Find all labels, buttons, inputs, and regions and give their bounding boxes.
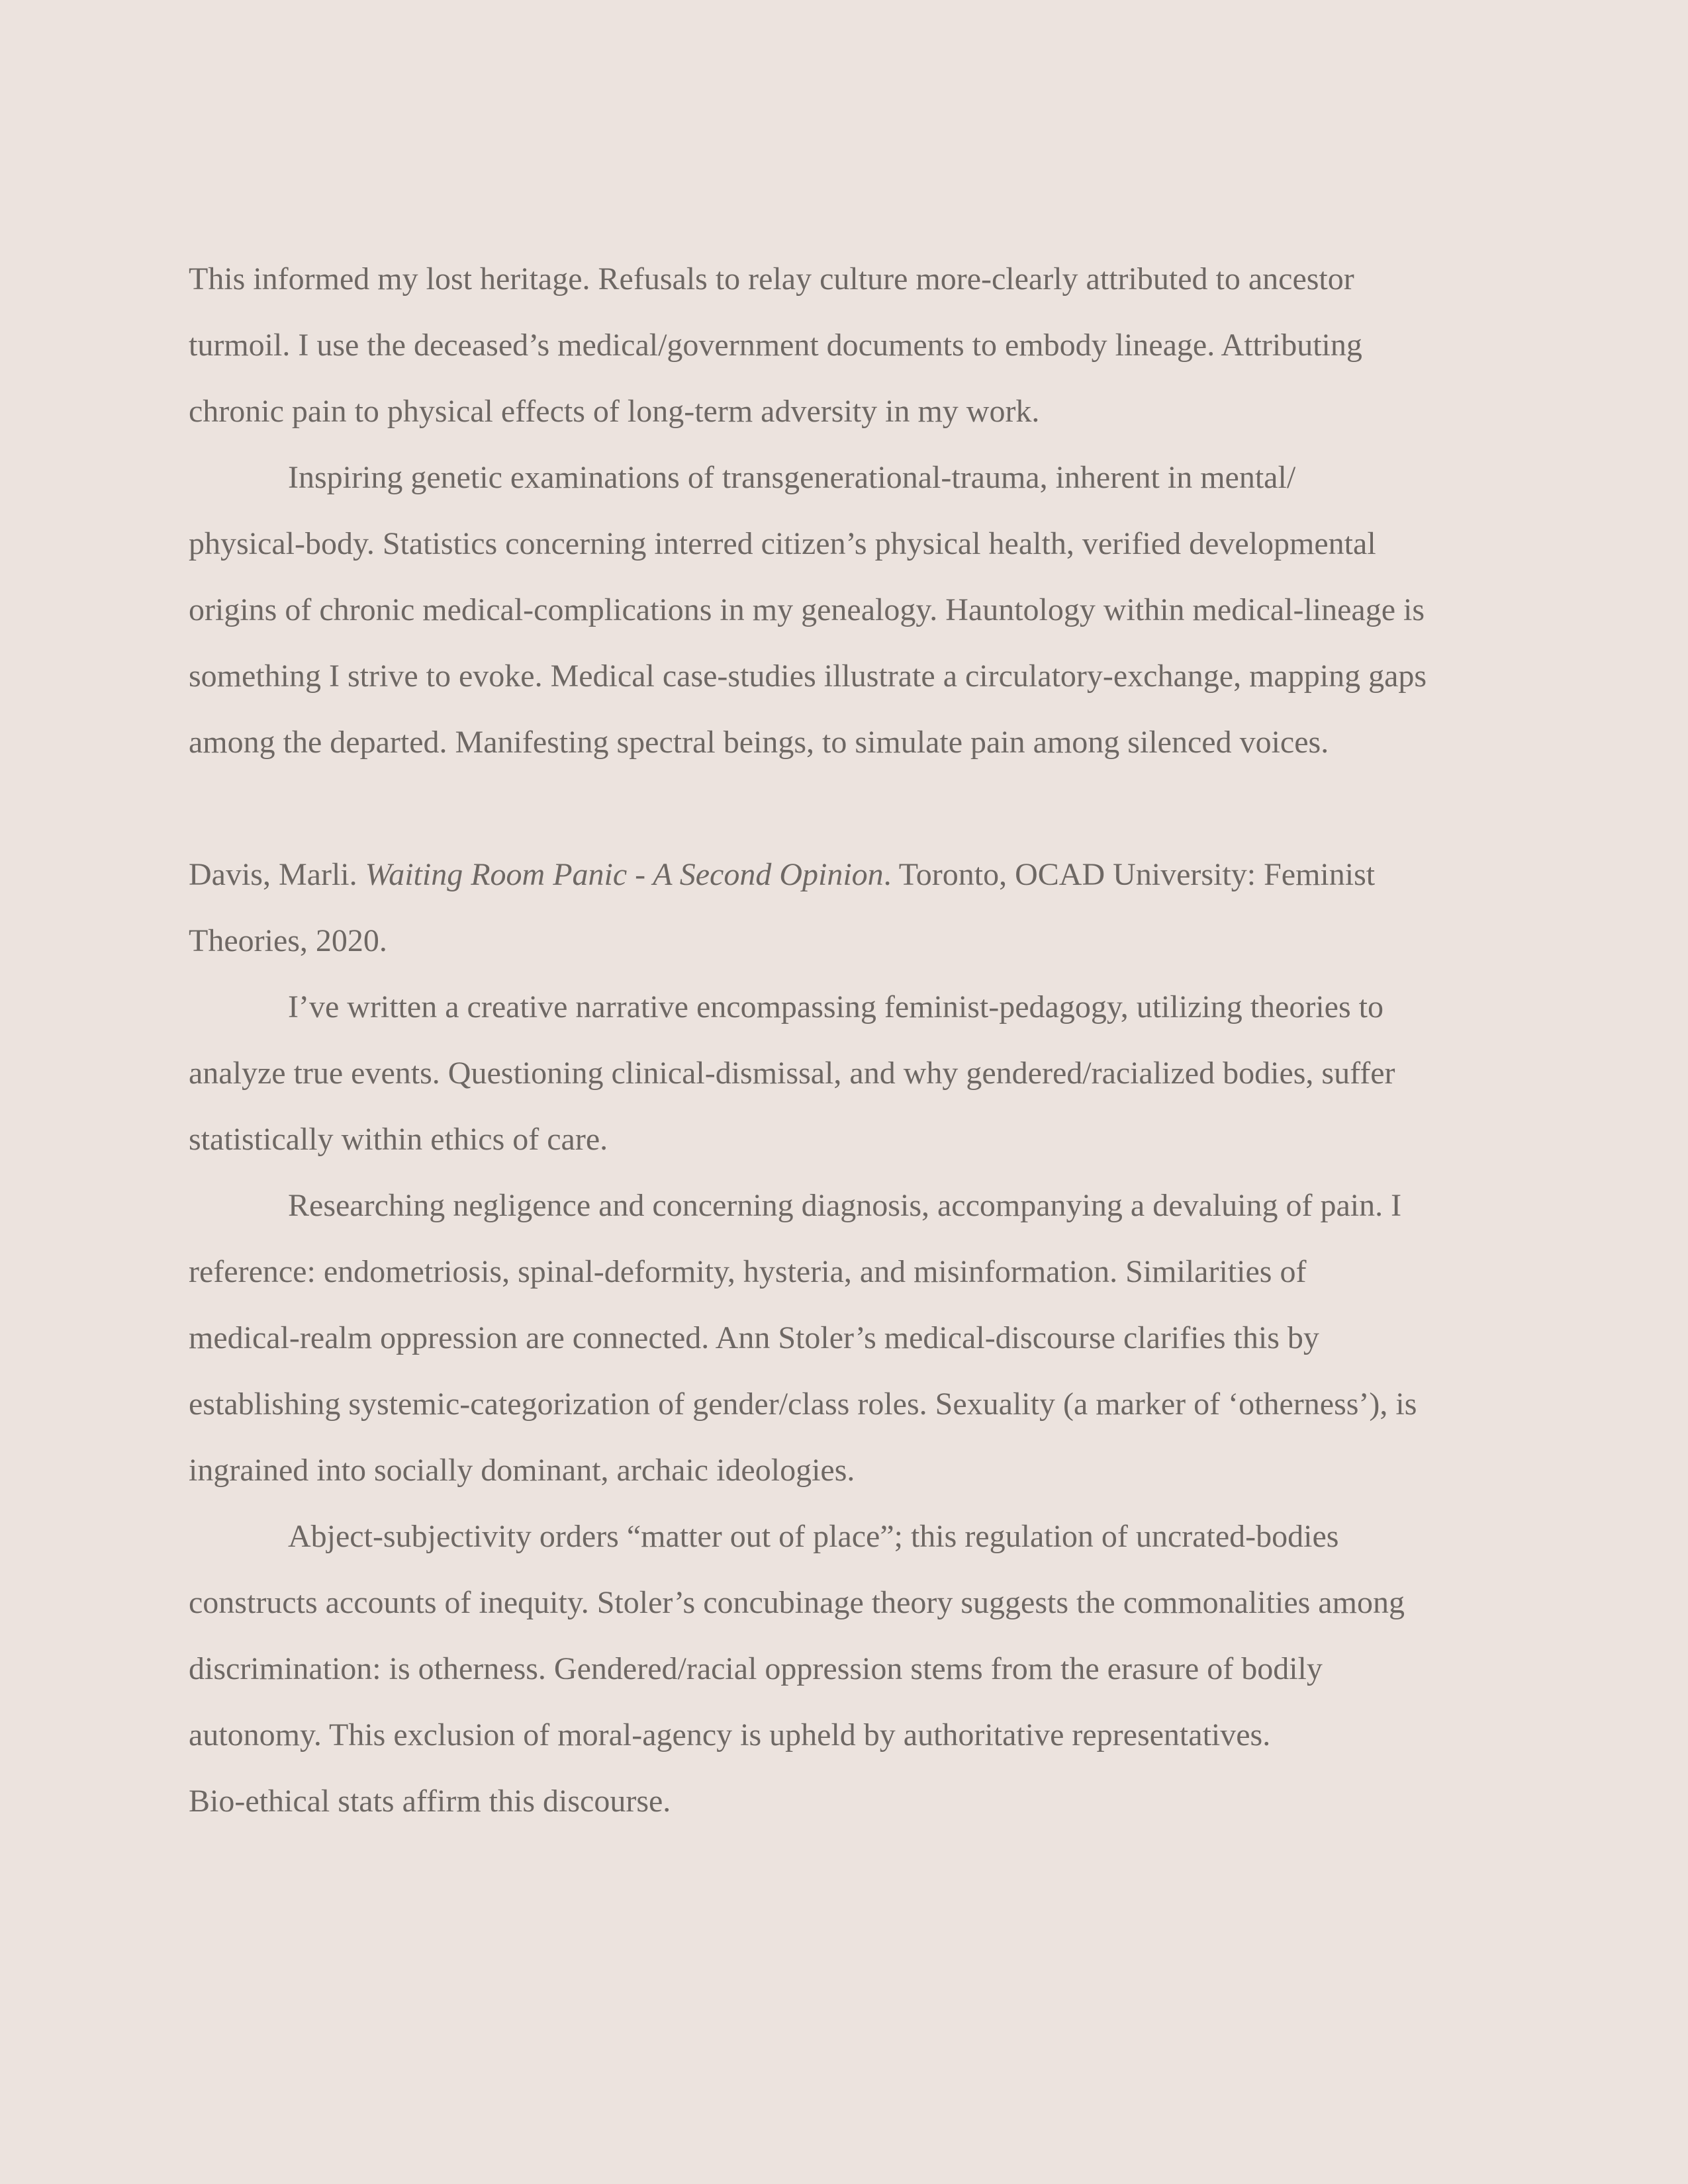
paragraph-heritage: [189, 246, 1486, 445]
text-line: medical-realm oppression are connected. Ann Stoler’s medical-discourse clarifies this by: [189, 1320, 1319, 1355]
citation-line: Theories, 2020.: [189, 923, 387, 958]
text-line: among the departed. Manifesting spectral beings, to simulate pain among silenced voices.: [189, 725, 1329, 760]
text-line: Inspiring genetic examinations of transgenerational-trauma, inherent in mental/: [288, 460, 1296, 495]
text-line: chronic pain to physical effects of long-term adversity in my work.: [189, 394, 1040, 429]
text-line: turmoil. I use the deceased’s medical/government documents to embody lineage. Attributing: [189, 328, 1362, 363]
text-line: discrimination: is otherness. Gendered/racial oppression stems from the erasure of bodily: [189, 1651, 1323, 1686]
citation-author: Davis, Marli.: [189, 857, 365, 892]
citation-title: Waiting Room Panic - A Second Opinion: [365, 857, 884, 892]
paragraph-abject-subjectivity: [189, 1504, 1486, 1835]
text-line: statistically within ethics of care.: [189, 1122, 608, 1157]
text-line: Researching negligence and concerning diagnosis, accompanying a devaluing of pain. I: [288, 1188, 1402, 1223]
text-line: Abject-subjectivity orders “matter out of place”; this regulation of uncrated-bodies: [288, 1519, 1339, 1554]
text-line: Bio-ethical stats affirm this discourse.: [189, 1784, 671, 1819]
text-line: This informed my lost heritage. Refusals to relay culture more-clearly attributed to ancestor: [189, 261, 1354, 296]
paragraph-researching-negligence: [189, 1173, 1486, 1504]
text-line: origins of chronic medical-complications in my genealogy. Hauntology within medical-lineage is: [189, 592, 1425, 627]
text-line: analyze true events. Questioning clinical-dismissal, and why gendered/racialized bodies, suffer: [189, 1056, 1395, 1091]
text-line: establishing systemic-categorization of gender/class roles. Sexuality (a marker of ‘otherness’), is: [189, 1387, 1417, 1422]
text-line: I’ve written a creative narrative encompassing feminist-pedagogy, utilizing theories to: [288, 989, 1383, 1024]
citation-publication: . Toronto, OCAD University: Feminist: [883, 857, 1376, 892]
citation-entry: [189, 842, 1486, 974]
paragraph-creative-narrative: [189, 974, 1486, 1173]
document-body: [189, 246, 1486, 1835]
text-line: constructs accounts of inequity. Stoler’s concubinage theory suggests the commonalities among: [189, 1585, 1405, 1620]
text-line: reference: endometriosis, spinal-deformity, hysteria, and misinformation. Similarities of: [189, 1254, 1307, 1289]
citation-line: [189, 842, 1486, 908]
text-line: physical-body. Statistics concerning interred citizen’s physical health, verified developmental: [189, 526, 1376, 561]
paragraph-genetic-examinations: [189, 445, 1486, 776]
blank-line: [189, 776, 1486, 842]
text-line: something I strive to evoke. Medical case-studies illustrate a circulatory-exchange, mapping gaps: [189, 659, 1427, 694]
text-line: autonomy. This exclusion of moral-agency is upheld by authoritative representatives.: [189, 1717, 1271, 1752]
text-line: ingrained into socially dominant, archaic ideologies.: [189, 1453, 855, 1488]
